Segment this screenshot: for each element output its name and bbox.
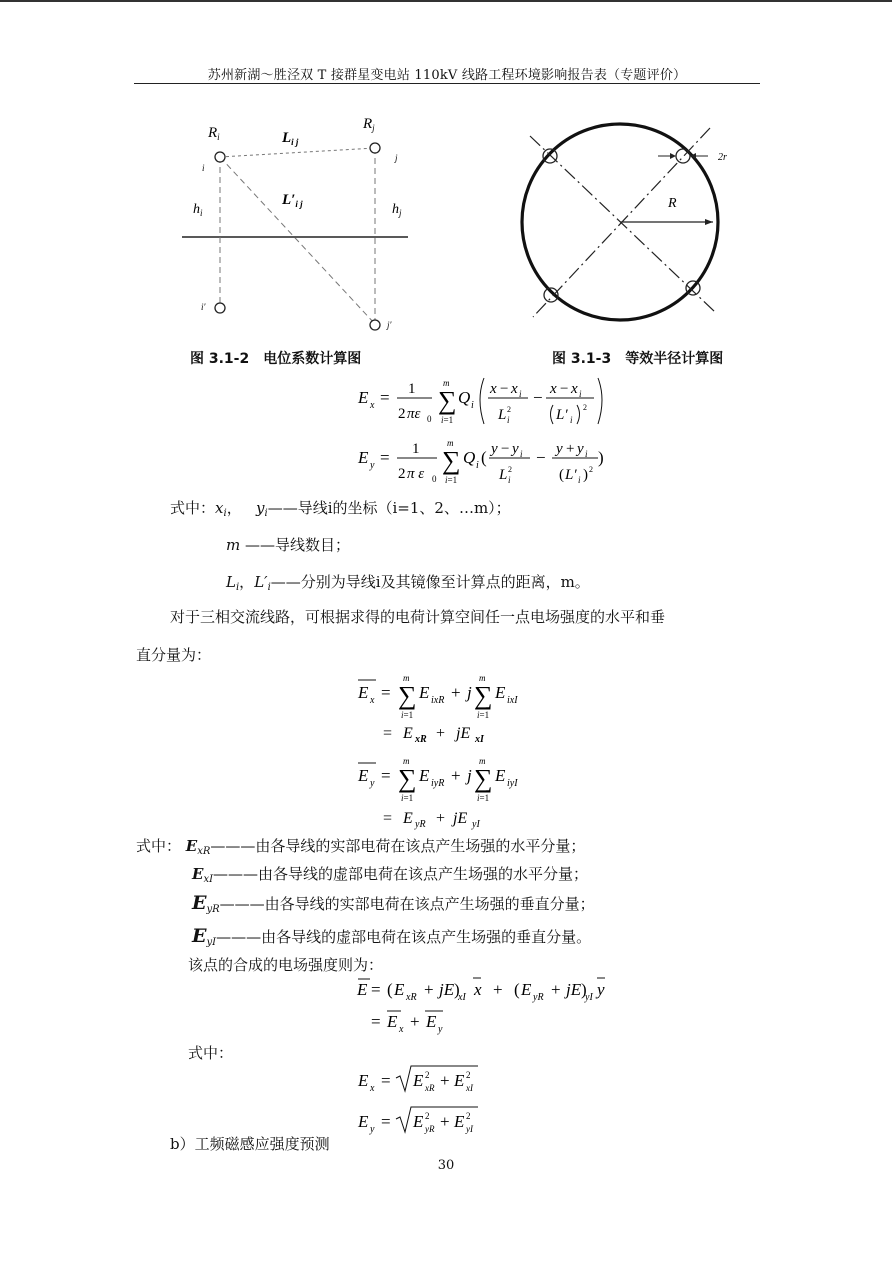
figure-equivalent-radius xyxy=(500,112,770,342)
svg-text:2: 2 xyxy=(589,465,593,474)
svg-text:yI: yI xyxy=(585,992,593,1003)
svg-text:iyR: iyR xyxy=(431,778,445,789)
conductor-j xyxy=(370,143,380,153)
svg-text:+: + xyxy=(436,810,446,827)
svg-text:=: = xyxy=(380,388,390,407)
svg-text:E: E xyxy=(419,766,430,785)
svg-text:+: + xyxy=(493,980,503,999)
svg-text:=: = xyxy=(381,766,391,785)
where-exr: 式中： $E_{xR}———$由各导线的实部电荷在该点产生场强的水平分量； xyxy=(136,837,586,857)
svg-text:E: E xyxy=(413,1112,424,1131)
svg-text:i: i xyxy=(570,415,573,425)
svg-text:x: x xyxy=(370,400,375,411)
svg-text:yI: yI xyxy=(466,1124,473,1134)
svg-text:i=1: i=1 xyxy=(401,793,414,803)
svg-text:E: E xyxy=(387,1012,398,1031)
svg-text:(: ( xyxy=(387,980,393,999)
where-exi: $E_{xI}———$由各导线的虚部电荷在该点产生场强的水平分量； xyxy=(192,865,589,885)
svg-text:0: 0 xyxy=(427,414,432,424)
where-coordinates: 式中：$x_i$， $y_i——$导线i的坐标（i=1、2、…m）； xyxy=(170,499,511,519)
svg-text:+: + xyxy=(566,441,575,457)
svg-text:): ) xyxy=(581,980,587,999)
equation-complex-components xyxy=(0,668,892,830)
svg-text:E: E xyxy=(358,1071,369,1090)
svg-text:yR: yR xyxy=(415,819,426,830)
paragraph-ac-line-1: 对于三相交流线路，可根据求得的电荷计算空间任一点电场强度的水平和垂 xyxy=(170,608,666,626)
svg-text:i=1: i=1 xyxy=(477,710,490,720)
svg-text:Q: Q xyxy=(458,388,471,407)
svg-text:y: y xyxy=(370,778,375,789)
svg-text:+: + xyxy=(451,766,461,785)
svg-text:2: 2 xyxy=(425,1070,430,1080)
image-conductor-i xyxy=(215,303,225,313)
svg-text:1: 1 xyxy=(412,441,420,457)
svg-text:+: + xyxy=(440,1071,450,1090)
svg-text:πε: πε xyxy=(407,406,421,422)
svg-text:m: m xyxy=(443,378,450,388)
svg-text:xI: xI xyxy=(475,734,484,745)
diagonal-line-1 xyxy=(530,136,715,312)
svg-text:−: − xyxy=(536,448,546,467)
svg-text:(: ( xyxy=(481,448,487,467)
svg-text:(: ( xyxy=(559,467,564,483)
svg-text:i: i xyxy=(471,400,474,411)
label-node-i: i xyxy=(202,163,205,173)
svg-text:L′: L′ xyxy=(565,467,577,483)
svg-text:y: y xyxy=(491,441,498,457)
radius-arrowhead xyxy=(705,219,713,225)
svg-text:−: − xyxy=(500,381,509,397)
resultant-intro: 该点的合成的电场强度则为： xyxy=(188,956,384,974)
label-ri: $R_i$ xyxy=(208,125,220,142)
svg-text:i: i xyxy=(508,475,511,485)
svg-text:E: E xyxy=(403,725,413,742)
subconductor-2 xyxy=(676,149,690,163)
svg-text:L: L xyxy=(498,407,507,423)
svg-text:2: 2 xyxy=(466,1111,471,1121)
svg-text:i=1: i=1 xyxy=(441,415,454,425)
conductor-i xyxy=(215,152,225,162)
equation-ex-ey-image xyxy=(0,368,892,490)
svg-text:x: x xyxy=(571,381,578,397)
distance-line-lij xyxy=(220,148,375,157)
where-magnitudes: 式中： xyxy=(188,1044,234,1062)
svg-text:y: y xyxy=(597,980,605,999)
svg-text:m: m xyxy=(479,756,486,766)
svg-text:E: E xyxy=(419,683,430,702)
svg-text:E: E xyxy=(521,980,532,999)
distance-line-lpij xyxy=(220,157,375,324)
svg-text:E: E xyxy=(358,388,369,407)
svg-text:=: = xyxy=(381,1071,391,1090)
svg-text:E: E xyxy=(495,766,506,785)
equation-magnitudes xyxy=(0,1062,892,1138)
svg-text:m: m xyxy=(403,673,410,683)
svg-text:): ) xyxy=(598,448,604,467)
svg-text:∑: ∑ xyxy=(442,446,461,475)
svg-text:E: E xyxy=(495,683,506,702)
svg-text:y: y xyxy=(438,1024,443,1035)
svg-text:i: i xyxy=(519,389,522,399)
svg-text:Q: Q xyxy=(463,448,476,467)
svg-text:2: 2 xyxy=(398,406,406,422)
svg-text:y: y xyxy=(577,441,584,457)
svg-text:xR: xR xyxy=(415,734,427,745)
svg-text:i: i xyxy=(585,449,588,459)
svg-text:i=1: i=1 xyxy=(445,475,458,485)
running-header: 苏州新湖～胜泾双 T 接群星变电站 110kV 线路工程环境影响报告表（专题评价） xyxy=(207,68,687,83)
figure-caption-3-1-3: 图 3.1-3 等效半径计算图 xyxy=(552,351,724,367)
svg-text:x: x xyxy=(370,1083,375,1094)
svg-text:m: m xyxy=(403,756,410,766)
svg-text:x: x xyxy=(370,695,375,706)
svg-text:x: x xyxy=(399,1024,404,1035)
svg-text:x: x xyxy=(490,381,497,397)
svg-text:=: = xyxy=(380,448,390,467)
svg-text:i=1: i=1 xyxy=(401,710,414,720)
svg-text:∑: ∑ xyxy=(398,764,417,793)
label-r: R xyxy=(668,196,677,211)
image-conductor-j xyxy=(370,320,380,330)
svg-text:ixI: ixI xyxy=(507,695,518,706)
svg-text:E: E xyxy=(426,1012,437,1031)
figure-potential-coefficient xyxy=(170,110,430,342)
svg-text:E: E xyxy=(358,683,369,702)
svg-text:E: E xyxy=(394,980,405,999)
svg-text:=: = xyxy=(371,980,381,999)
header-rule xyxy=(134,83,760,84)
svg-text:i: i xyxy=(507,415,510,425)
label-lij: $L_{i j}$ xyxy=(282,130,299,147)
svg-text:m: m xyxy=(447,438,454,448)
svg-text:E: E xyxy=(454,1071,465,1090)
svg-text:−: − xyxy=(560,381,569,397)
svg-text:yR: yR xyxy=(425,1124,435,1134)
label-hj: $h_j$ xyxy=(392,202,402,218)
svg-text:iyI: iyI xyxy=(507,778,518,789)
svg-text:ixR: ixR xyxy=(431,695,445,706)
svg-text:∑: ∑ xyxy=(474,764,493,793)
svg-text:y: y xyxy=(370,460,375,471)
label-rj: $R_j$ xyxy=(363,116,375,133)
where-conductor-count: m ——导线数目； xyxy=(226,536,351,554)
svg-text:+: + xyxy=(424,980,434,999)
svg-text:yI: yI xyxy=(472,819,480,830)
svg-text:j: j xyxy=(467,766,472,785)
svg-text:E: E xyxy=(413,1071,424,1090)
where-eyr: $E_{yR}———$由各导线的实部电荷在该点产生场强的垂直分量； xyxy=(192,892,595,915)
svg-text:1: 1 xyxy=(408,381,416,397)
svg-text:=: = xyxy=(383,725,393,742)
label-node-ip: i′ xyxy=(201,302,206,312)
svg-text:=: = xyxy=(383,810,393,827)
section-heading-magnetic: b）工频磁感应强度预测 xyxy=(170,1135,330,1153)
svg-text:i: i xyxy=(579,389,582,399)
svg-text:π ε: π ε xyxy=(407,466,425,482)
svg-text:=: = xyxy=(371,1012,381,1031)
label-node-jp: j′ xyxy=(387,320,392,330)
svg-text:xR: xR xyxy=(406,992,417,1003)
svg-text:−: − xyxy=(533,388,543,407)
svg-text:xI: xI xyxy=(458,992,466,1003)
svg-text:2: 2 xyxy=(583,403,587,412)
svg-text:jE: jE xyxy=(456,725,471,742)
svg-text:L: L xyxy=(499,467,508,483)
svg-text:jE: jE xyxy=(453,810,468,827)
svg-text:2: 2 xyxy=(466,1070,471,1080)
svg-text:x: x xyxy=(550,381,557,397)
svg-text:x: x xyxy=(474,980,482,999)
where-eyi: $E_{yI}———$由各导线的虚部电荷在该点产生场强的垂直分量。 xyxy=(192,925,592,948)
svg-text:i=1: i=1 xyxy=(477,793,490,803)
figure-caption-3-1-2: 图 3.1-2 电位系数计算图 xyxy=(190,351,362,367)
svg-text:xR: xR xyxy=(425,1083,435,1093)
paragraph-ac-line-2: 直分量为： xyxy=(136,646,212,664)
svg-text:y: y xyxy=(370,1124,375,1135)
svg-text:y: y xyxy=(556,441,563,457)
svg-text:i: i xyxy=(476,460,479,471)
label-2r: 2r xyxy=(718,152,727,163)
svg-text:=: = xyxy=(381,1112,391,1131)
svg-text:E: E xyxy=(357,980,368,999)
svg-text:L′: L′ xyxy=(556,407,568,423)
page-number: 30 xyxy=(437,1158,455,1173)
svg-text:+: + xyxy=(410,1012,420,1031)
svg-text:E: E xyxy=(358,766,369,785)
svg-text:m: m xyxy=(479,673,486,683)
svg-text:jE: jE xyxy=(566,980,582,999)
page-top-border xyxy=(0,0,892,2)
svg-text:E: E xyxy=(454,1112,465,1131)
svg-text:−: − xyxy=(501,441,510,457)
svg-text:(: ( xyxy=(514,980,520,999)
svg-text:): ) xyxy=(454,980,460,999)
svg-text:): ) xyxy=(583,467,588,483)
subconductor-1 xyxy=(543,149,557,163)
svg-text:∑: ∑ xyxy=(438,386,457,415)
label-hi: $h_i$ xyxy=(193,202,203,218)
svg-text:xI: xI xyxy=(466,1083,473,1093)
svg-text:2: 2 xyxy=(508,465,512,474)
label-node-j: j xyxy=(395,153,398,163)
svg-text:2: 2 xyxy=(507,405,511,414)
svg-text:+: + xyxy=(451,683,461,702)
svg-text:y: y xyxy=(512,441,519,457)
svg-text:2: 2 xyxy=(425,1111,430,1121)
svg-text:+: + xyxy=(551,980,561,999)
svg-text:E: E xyxy=(358,1112,369,1131)
equation-resultant xyxy=(0,975,892,1037)
svg-text:jE: jE xyxy=(439,980,455,999)
svg-text:E: E xyxy=(358,448,369,467)
svg-text:i: i xyxy=(520,449,523,459)
svg-text:x: x xyxy=(511,381,518,397)
label-lpij: $L'_{i j}$ xyxy=(282,192,303,209)
where-distances: $L_i$，$L'_i——$分别为导线i及其镜像至计算点的距离，m。 xyxy=(226,573,590,593)
svg-text:=: = xyxy=(381,683,391,702)
svg-text:2: 2 xyxy=(398,466,406,482)
svg-text:∑: ∑ xyxy=(398,681,417,710)
svg-text:+: + xyxy=(440,1112,450,1131)
svg-text:j: j xyxy=(467,683,472,702)
svg-text:∑: ∑ xyxy=(474,681,493,710)
svg-text:yR: yR xyxy=(533,992,544,1003)
svg-text:0: 0 xyxy=(432,474,437,484)
svg-text:E: E xyxy=(403,810,413,827)
svg-text:i: i xyxy=(578,475,581,485)
svg-text:+: + xyxy=(436,725,446,742)
